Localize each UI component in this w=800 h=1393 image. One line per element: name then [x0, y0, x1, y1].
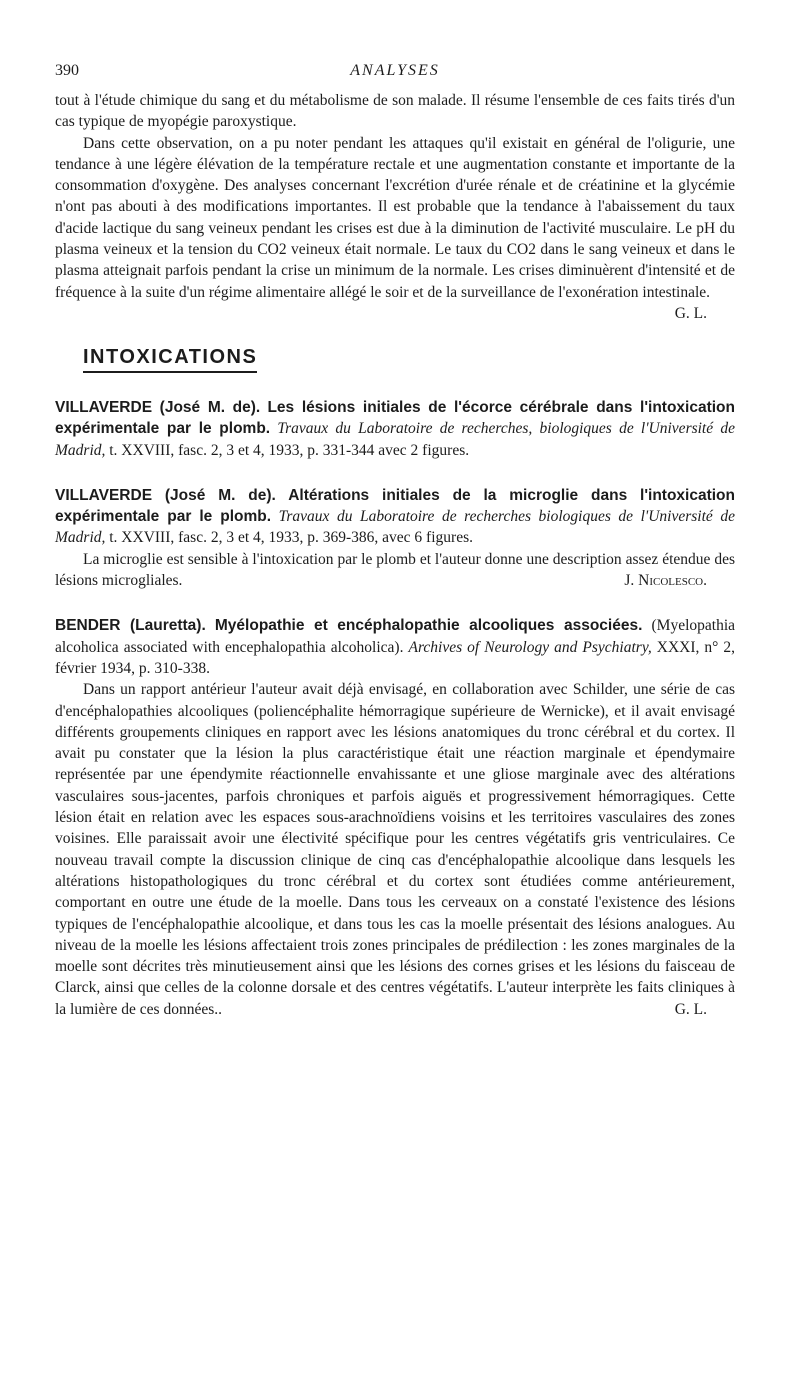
- entry-signature: J. Nicolesco.: [624, 572, 707, 590]
- entry-title: Altérations initiales de la microglie dans l'intoxication expérimentale par le plomb.: [55, 486, 735, 526]
- intro-signature: G. L.: [674, 304, 707, 322]
- page: [55, 62, 735, 1020]
- entry-subtitle: (Myelopathia alcoholica associated with encephalopathia alcoholica).: [55, 617, 736, 656]
- entry-author: VILLAVERDE (José M. de).: [55, 486, 276, 504]
- entry-title: Les lésions initiales de l'écorce cérébrale dans l'intoxication expérimentale par le plomb.: [55, 398, 735, 438]
- entry-journal: Travaux du Laboratoire de recherches biologiques de l'Université de Madrid,: [55, 508, 735, 547]
- entry-heading: [55, 397, 735, 461]
- entry-citation: t. XXVIII, fasc. 2, 3 et 4, 1933, p. 331-344 avec 2 figures.: [109, 441, 470, 459]
- page-number: 390: [55, 62, 79, 79]
- entry-abstract: [55, 679, 735, 1020]
- entry-abstract: [55, 549, 735, 592]
- running-title: ANALYSES: [350, 62, 440, 79]
- entry-title: Myélopathie et encéphalopathie alcooliques associées.: [214, 617, 643, 635]
- entry-heading: [55, 615, 735, 679]
- entry-abstract-text: La microglie est sensible à l'intoxication par le plomb et l'auteur donne une description assez étendue des lésions microgliales.: [55, 550, 735, 590]
- running-header: [55, 62, 735, 90]
- section-title: INTOXICATIONS: [83, 346, 257, 373]
- entry-abstract-text: Dans un rapport antérieur l'auteur avait déjà envisagé, en collaboration avec Schilder, une série de cas d'encéphalopathies alcooliques (poliencéphalite hémorragique supérieure de Wernicke), et il avait envisagé différents groupements cliniques en rapport avec les lésions anatomiques du tronc cérébral et du cortex. Il avait pu constater que la lésion la plus caractéristique était une réaction marginale et épendymaire représentée par une épendymite réactionnelle envahissante et une gliose marginale avec des altérations vasculaires sous-jacentes, parfois chroniques et parfois aiguës et progressivement hémorragiques. Cette lésion était en relation avec les espaces sous-arachnoïdiens voisins et les territoires vasculaires des zones voisines. Elle paraissait avoir une électivité spécifique pour les centres végétatifs gris ventriculaires. Ce nouveau travail compte la discussion clinique de cinq cas d'encéphalopathie alcoolique dans lesquels les altérations histopathologiques du tronc cérébral et du cortex sont étudiées comme antérieurement, comportant en outre une étude de la moelle. Dans tous les cerveaux on a constaté l'existence des lésions typiques de l'encéphalopathie alcoolique, et dans tous les cas la moelle présentait des lésions analogues. Au niveau de la moelle les lésions affectaient trois zones principales de prédilection : les zones marginales de la moelle sont décrites très minutieusement ainsi que les lésions des cornes grises et les lésions du faisceau de Clarck, ainsi que celles de la colonne dorsale et des centres végétatifs. L'auteur interprète les faits cliniques à la lumière de ces données..: [55, 681, 735, 1018]
- intro-paragraph-1: tout à l'étude chimique du sang et du métabolisme de son malade. Il résume l'ensemble de ces faits tirés d'un cas typique de myopégie paroxystique.: [55, 92, 735, 131]
- review-entry: [55, 485, 735, 591]
- entry-journal: Archives of Neurology and Psychiatry,: [408, 638, 652, 656]
- review-entry: [55, 615, 735, 1020]
- intro-paragraph-2: Dans cette observation, on a pu noter pendant les attaques qu'il existait en général de l'oligurie, une tendance à une légère élévation de la température rectale et une augmentation constante et importante de la consommation d'oxygène. Des analyses concernant l'excrétion d'urée rénale et de créatinine et la glycémie n'ont pas abouti à des modifications importantes. Il est probable que la tendance à l'abaissement du taux d'acide lactique du sang veineux pendant les crises est due à la diminution de l'activité musculaire. Le pH du plasma veineux et la tension du CO2 veineux était normale. Le taux du CO2 dans le sang veineux et dans le plasma atteignait parfois pendant la crise un minimum de la normale. Les crises diminuèrent d'intensité et de fréquence à la suite d'un régime alimentaire allégé le soir et de la surveillance de l'exonération intestinale.: [55, 134, 735, 301]
- entry-author: VILLAVERDE (José M. de).: [55, 398, 261, 416]
- entry-citation: t. XXVIII, fasc. 2, 3 et 4, 1933, p. 369-386, avec 6 figures.: [109, 529, 473, 547]
- entry-author: BENDER (Lauretta).: [55, 617, 206, 635]
- entry-journal: Travaux du Laboratoire de recherches, biologiques de l'Université de Madrid,: [55, 420, 735, 459]
- review-entry: [55, 397, 735, 461]
- entry-heading: [55, 485, 735, 549]
- entry-citation: XXXI, n° 2, février 1934, p. 310-338.: [55, 638, 736, 677]
- entry-signature: G. L.: [674, 1000, 707, 1018]
